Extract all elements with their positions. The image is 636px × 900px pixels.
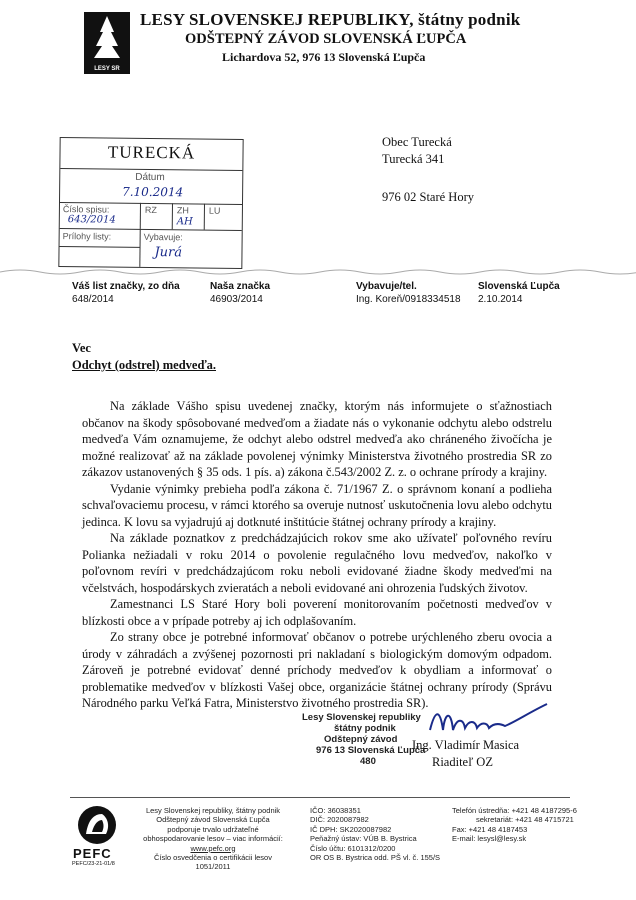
stamp-line-1: Lesy Slovenskej republiky: [302, 712, 421, 723]
nasa-znacka-value: 46903/2014: [210, 294, 263, 305]
stamp-line-4: 976 13 Slovenská Ľupča: [316, 745, 426, 756]
paragraph-5: Zo strany obce je potrebné informovať občanov o potrebe urýchleného zberu ovocia a úrody v záhradách a zvýšenej pozornosti pri nakladaní s biologickým domovým odpadom. Zároveň je potrebné evidovať denné príchody medveďov k obydliam a informovať o problematike medveďov v blízkosti Vašej obce, organizácie štátnej ochrany prírody (Správu Národného parku Veľká Fatra, Ministerstvo životného prostredia SR).: [82, 630, 552, 710]
pefc-link[interactable]: www.pefc.org: [190, 843, 236, 853]
zh-value: AH: [176, 216, 193, 228]
registry-stamp: [58, 137, 243, 269]
footer-line: Číslo účtu: 6101312/0200: [310, 843, 396, 853]
recipient-street: Turecká 341: [382, 152, 445, 166]
branch-name: ODŠTEPNÝ ZÁVOD SLOVENSKÁ ĽUPČA: [185, 31, 467, 47]
footer-line: IČ DPH: SK2020087982: [310, 824, 392, 834]
footer-col-certification: [138, 806, 288, 872]
recipient-city: 976 02 Staré Hory: [382, 190, 474, 204]
company-logo: [84, 12, 130, 74]
prilohy-label: Prílohy listy:: [62, 231, 112, 242]
pefc-label: PEFC: [73, 846, 112, 861]
vybavuje-label: Vybavuje/tel.: [356, 281, 417, 292]
branch-address: Lichardova 52, 976 13 Slovenská Ľupča: [222, 50, 426, 64]
footer-email[interactable]: E-mail: lesysl@lesy.sk: [452, 834, 527, 844]
footer-line: Číslo osvedčenia o certifikácii lesov: [154, 853, 272, 863]
lu-label: LU: [208, 205, 221, 216]
company-stamp: [302, 712, 425, 767]
footer-line: Fax: +421 48 4187453: [452, 824, 528, 834]
footer-line: obhospodarovanie lesov – viac informácií:: [143, 834, 283, 844]
vybavuje-stamp-value: Jurá: [154, 245, 183, 261]
date-value: 2.10.2014: [478, 294, 523, 305]
zh-label: ZH: [176, 205, 189, 216]
footer-divider: [70, 797, 570, 798]
footer-line: sekretariát: +421 48 4715721: [476, 815, 574, 825]
recipient-name: Obec Turecká: [382, 135, 452, 149]
pefc-code: PEFC/23-21-01/8: [72, 861, 115, 867]
letter-body: [82, 398, 552, 712]
footer-line: Peňažný ústav: VÚB B. Bystrica: [310, 834, 417, 844]
signatory-role: Riaditeľ OZ: [432, 755, 493, 769]
cislo-label: Číslo spisu:: [62, 204, 110, 215]
organization-name: LESY SLOVENSKEJ REPUBLIKY, štátny podnik: [140, 10, 521, 29]
datum-value: 7.10.2014: [122, 184, 184, 200]
signatory-name: Ing. Vladimír Masica: [412, 738, 520, 752]
logo-text: LESY SR: [94, 66, 120, 72]
tree-logo-icon: [84, 12, 130, 64]
stamp-line-3: Odštepný závod: [324, 734, 398, 745]
footer-col-company-ids: [310, 806, 460, 862]
vybavuje-value: Ing. Koreň/0918334518: [356, 294, 461, 305]
paragraph-4: Zamestnanci LS Staré Hory boli poverení monitorovaním početnosti medveďov v blízkosti obce a v prípade potreby aj ich odplašovaním.: [82, 597, 552, 628]
stamp-line-2: štátny podnik: [334, 723, 396, 734]
datum-label: Dátum: [135, 171, 165, 184]
paragraph-3: Na základe poznatkov z predchádzajúcich rokov sme ako užívateľ poľovného revíru Polianka nežiadali v roku 2014 o povolenie regulačného lovu medveďov, nakoľko v poľovnom revíri v predchádzajúcom roku neboli evidované žiadne škody medveďmi na včelstvách, hospodárskych zvieratách a neboli evidované ani ohrozenia ľudských životov.: [82, 531, 552, 595]
footer-line: Lesy Slovenskej republiky, štátny podnik: [145, 806, 281, 815]
vas-list-label: Váš list značky, zo dňa: [72, 281, 180, 292]
subject-title: Odchyt (odstrel) medveďa.: [72, 358, 216, 372]
stamp-title: TURECKÁ: [107, 142, 196, 163]
footer-col-contacts: [452, 806, 602, 844]
place-label: Slovenská Ľupča: [478, 281, 560, 292]
subject-vec: Vec: [72, 341, 91, 355]
footer-line: IČO: 36038351: [310, 806, 361, 815]
cislo-value: 643/2014: [67, 214, 116, 226]
footer-line: Odštepný závod Slovenská Ľupča: [156, 815, 270, 825]
nasa-znacka-label: Naša značka: [210, 281, 271, 292]
paragraph-1: Na základe Vášho spisu uvedenej značky, ktorým nás informujete o sťažnostiach občanov na škody spôsobované medveďom a žiadate nás o vykonanie odchytu alebo odstrelu medveďa Vám oznamujeme, že odchyt alebo odstrel medveďa ako chráneného živočícha je možné realizovať až na základe povolenej výnimky Ministerstva životného prostredia SR zo zákazov ustanovených § 35 ods. 1 pís. a) zákona č.543/2002 Z. z. o ochrane prírody a krajiny.: [82, 399, 552, 479]
footer-line: Telefón ústredňa: +421 48 4187295-6: [452, 806, 577, 815]
fold-line: [0, 268, 636, 276]
pefc-logo-icon: [72, 804, 122, 846]
footer-line: podporuje trvalo udržateľné: [167, 824, 259, 834]
rz-label: RZ: [144, 204, 157, 216]
vas-list-value: 648/2014: [72, 294, 114, 305]
footer-line: DIČ: 2020087982: [310, 815, 369, 825]
paragraph-2: Vydanie výnimky prebieha podľa zákona č. 71/1967 Z. o správnom konaní a podliehа schvaľovaciemu procesu, v rámci ktorého sa overuje nutnosť uskutočnenia lovu alebo odchytu jedinca. K lovu sa vyjadrujú aj dotknuté inštitúcie štátnej ochrany prírody a krajiny.: [82, 481, 552, 529]
footer-line: OR OS B. Bystrica odd. PŠ vl. č. 155/S: [310, 853, 441, 863]
stamp-line-5: 480: [360, 756, 376, 767]
vybavuje-stamp-label: Vybavuje:: [143, 231, 183, 243]
footer-line: 1051/2011: [195, 862, 231, 872]
